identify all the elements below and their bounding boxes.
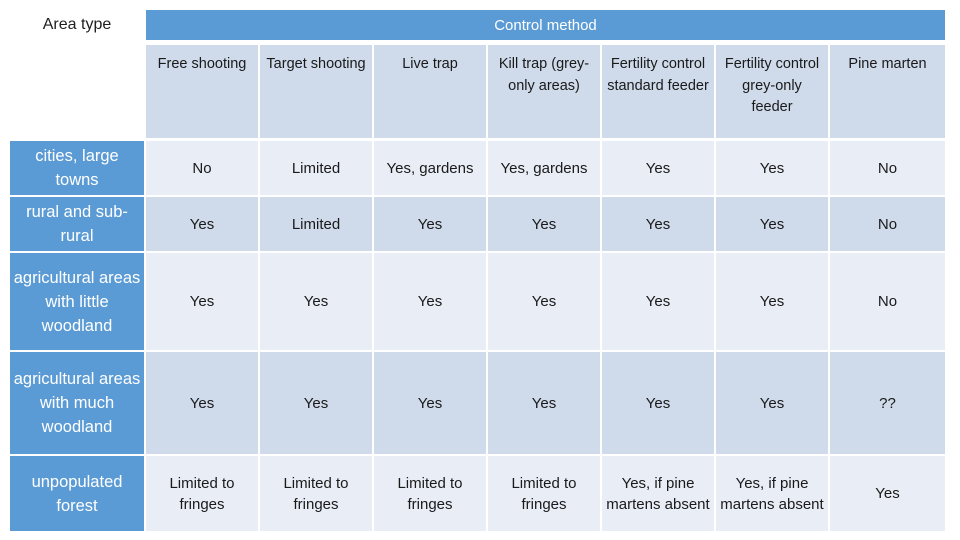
table-cell: Yes: [716, 352, 828, 454]
table-cell: Yes: [716, 253, 828, 350]
table-cell: Yes: [716, 141, 828, 195]
table-cell: Yes: [488, 253, 600, 350]
table-cell: Limited to fringes: [374, 456, 486, 531]
table-cell: Yes: [260, 352, 372, 454]
table-cell: Yes, if pine martens absent: [716, 456, 828, 531]
table-cell: Limited to fringes: [146, 456, 258, 531]
table-cell: No: [830, 253, 945, 350]
column-header: Fertility control standard feeder: [602, 45, 714, 138]
table-cell: ??: [830, 352, 945, 454]
table-cell: No: [830, 197, 945, 251]
table-cell: Yes: [830, 456, 945, 531]
table-cell: Limited to fringes: [488, 456, 600, 531]
table-cell: Yes, if pine martens absent: [602, 456, 714, 531]
table-cell: Yes: [716, 197, 828, 251]
row-label: agricultural areas with much woodland: [10, 352, 144, 454]
table-cell: Yes: [146, 253, 258, 350]
table-cell: Yes: [260, 253, 372, 350]
table-cell: Limited: [260, 197, 372, 251]
table-cell: Yes, gardens: [488, 141, 600, 195]
table-cell: Yes: [488, 197, 600, 251]
column-header: Fertility control grey-only feeder: [716, 45, 828, 138]
row-label: cities, large towns: [10, 141, 144, 195]
table-cell: Limited to fringes: [260, 456, 372, 531]
table-cell: No: [830, 141, 945, 195]
row-label: unpopulated forest: [10, 456, 144, 531]
table-cell: Yes: [374, 253, 486, 350]
table-cell: Yes, gardens: [374, 141, 486, 195]
table-cell: Yes: [602, 253, 714, 350]
table-cell: Yes: [146, 352, 258, 454]
control-method-header: Control method: [146, 10, 945, 40]
column-header: Live trap: [374, 45, 486, 138]
table-cell: Yes: [146, 197, 258, 251]
row-label: agricultural areas with little woodland: [10, 253, 144, 350]
row-label: rural and sub-rural: [10, 197, 144, 251]
column-header: Pine marten: [830, 45, 945, 138]
area-type-header: Area type: [42, 16, 112, 33]
table-cell: Yes: [374, 197, 486, 251]
table-cell: Yes: [602, 352, 714, 454]
table-cell: Yes: [602, 197, 714, 251]
column-header: Kill trap (grey-only areas): [488, 45, 600, 138]
table-cell: Yes: [374, 352, 486, 454]
column-header: Target shooting: [260, 45, 372, 138]
table-cell: Yes: [488, 352, 600, 454]
table-cell: Limited: [260, 141, 372, 195]
corner-blank: [10, 45, 144, 138]
column-header: Free shooting: [146, 45, 258, 138]
table-cell: No: [146, 141, 258, 195]
table-cell: Yes: [602, 141, 714, 195]
